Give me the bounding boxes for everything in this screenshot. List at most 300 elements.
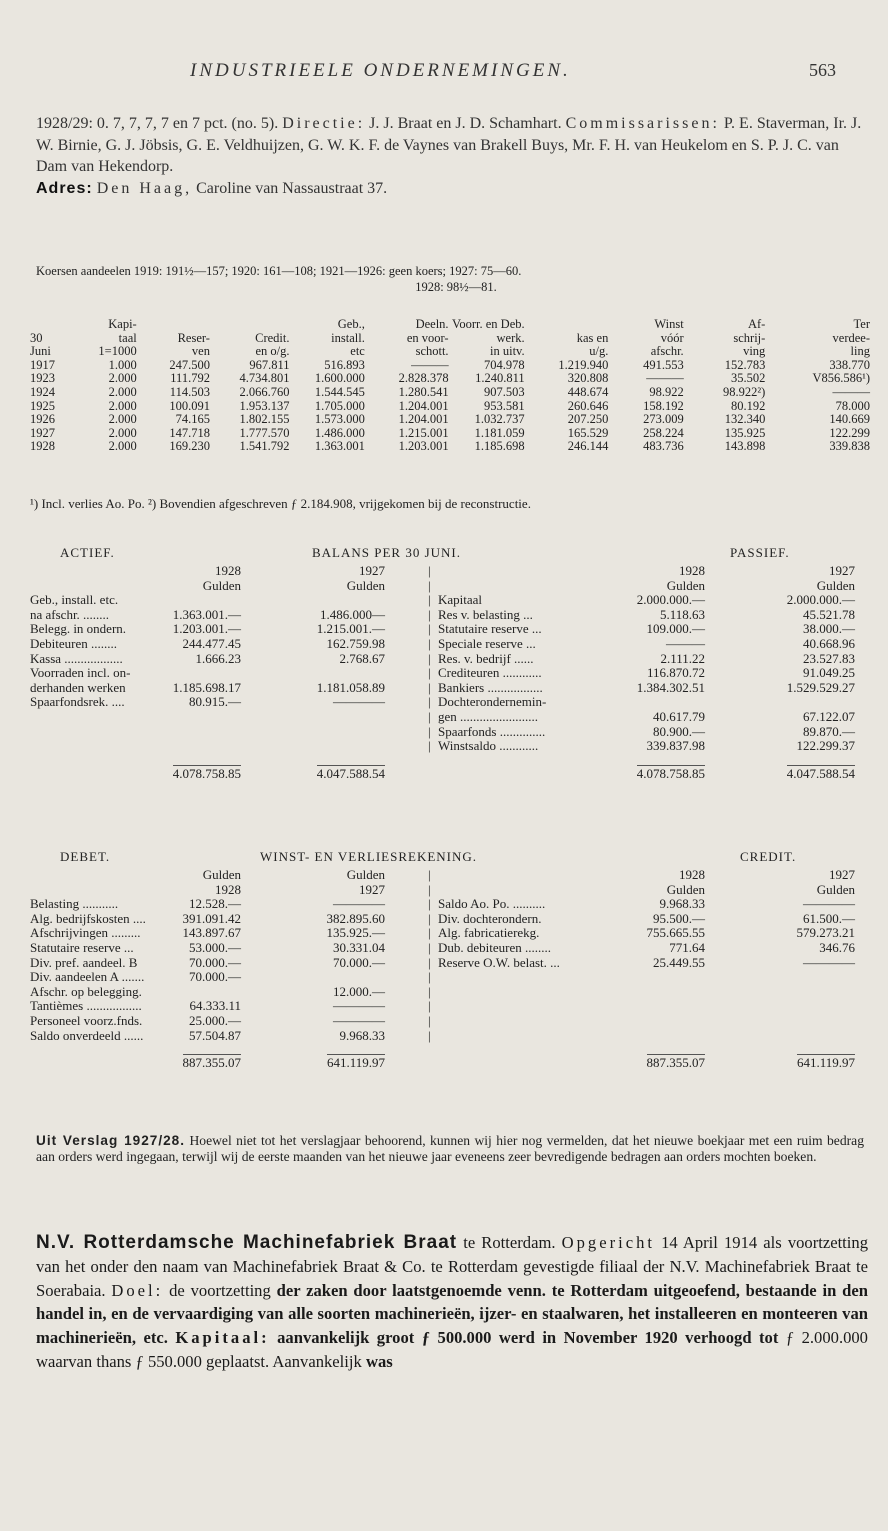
share-prices-line: 1928: 98½—81. [415, 280, 497, 294]
amount: 1928 [215, 881, 241, 897]
amount: 1928 [679, 563, 705, 578]
dividend-history: 1928/29: 0. 7, 7, 7, 7 en 7 pct. (no. 5). [36, 115, 279, 132]
kapitaal-text-2: ƒ 2.000.000 waarvan thans ƒ 550.000 geplaatst. Aanvankelijk [36, 1328, 868, 1371]
running-header [0, 60, 888, 88]
table-cell: 1.185.698 [474, 439, 525, 454]
amount: 25.000.— [189, 1012, 241, 1028]
amount: 162.759.98 [326, 635, 385, 651]
opgericht-label: Opgericht [561, 1233, 655, 1252]
amount: 755.665.55 [646, 925, 705, 941]
kapitaal-label: Kapitaal: [175, 1328, 270, 1348]
table-cell: 114.503 [169, 384, 210, 399]
table-cell: 1.544.545 [314, 384, 365, 399]
amount: Gulden [666, 881, 705, 897]
amount: 1927 [359, 881, 385, 897]
opgericht-text: 14 April 1914 als voortzetting van het onder den naam van Machinefabriek Braat & Co. te Rotterdam gevestigde filiaal der N.V. Machinefabriek Braat te Soerabaia. [36, 1233, 869, 1300]
balance-sheet-heading [30, 545, 855, 563]
doel-text-bold: der zaken door laatstgenoemde venn. te Rotterdam uitgeoefend, bestaande in den handel in, en de vervaardiging van alle soorten machinerieën, ijzer- en staalwaren, het installeeren en monteeren van machinerieën, etc. [36, 1280, 868, 1348]
account-row [30, 1013, 855, 1028]
total-amount: 4.078.758.85 [636, 765, 705, 781]
table-cell: 1.573.000 [314, 412, 365, 427]
account-row [30, 665, 855, 680]
table-cell: 2.066.760 [239, 384, 290, 399]
debet-title: DEBET. [60, 849, 111, 864]
account-label: Personeel voorz.fnds. [30, 1012, 143, 1028]
table-cell: 78.000 [835, 398, 870, 413]
table-cell: ling [850, 344, 870, 359]
amount: 579.273.21 [796, 925, 855, 941]
running-title: INDUSTRIEELE ONDERNEMINGEN. [190, 60, 571, 81]
credit-title: CREDIT. [740, 849, 797, 864]
amount: 1.181.058.89 [316, 679, 385, 695]
column-header-row [30, 882, 855, 897]
amount: 2.111.22 [660, 650, 705, 666]
table-cell: 4.734.801 [239, 371, 290, 386]
account-label: Div. dochterondern. [438, 910, 542, 926]
amount: ———— [803, 896, 855, 912]
table-cell: 1.600.000 [314, 371, 365, 386]
commissarissen-label: Commissarissen: [565, 115, 720, 132]
amount: 80.915.— [189, 694, 241, 710]
table-cell: 338.770 [829, 357, 870, 372]
account-label: Spaarfonds .............. [438, 723, 546, 739]
table-cell: 704.978 [484, 357, 525, 372]
account-label: Belegg. in ondern. [30, 621, 127, 637]
account-label: Crediteuren ............ [438, 665, 542, 681]
column-divider: | [428, 998, 431, 1014]
table-cell: 147.718 [169, 425, 210, 440]
year-cell: 1926 [30, 412, 55, 427]
table-cell: 953.581 [484, 398, 525, 413]
account-label: Statutaire reserve ... [30, 939, 134, 955]
table-cell: 2.000 [108, 371, 137, 386]
table-cell: 448.674 [567, 384, 609, 399]
amount: 1.486.000— [320, 606, 385, 622]
table-cell: ven [191, 344, 210, 359]
total-amount: 641.119.97 [326, 1055, 385, 1071]
table-cell: Ter [853, 317, 870, 331]
adres-city: Den Haag, [96, 179, 193, 197]
table-cell: Af- [747, 317, 766, 331]
balans-title: BALANS PER 30 JUNI. [312, 545, 462, 560]
totals-row [30, 765, 855, 780]
table-header-row [30, 345, 870, 359]
amount: 116.870.72 [646, 665, 705, 681]
passief-title: PASSIEF. [730, 545, 790, 560]
table-row [30, 413, 870, 427]
account-row [30, 896, 855, 911]
profit-loss-heading [30, 849, 855, 867]
table-cell: ving [743, 344, 766, 359]
amount: Gulden [346, 577, 385, 593]
table-cell [525, 318, 609, 332]
amount: 67.122.07 [803, 708, 855, 724]
amount: 70.000.— [189, 969, 241, 985]
table-cell: etc [350, 344, 365, 359]
amount: ——— [666, 635, 705, 651]
table-cell: en o/g. [255, 344, 290, 359]
column-divider: | [428, 969, 431, 985]
account-row [30, 998, 855, 1013]
amount: 2.000.000.— [786, 592, 855, 608]
table-cell: 2.828.378 [398, 371, 449, 386]
amount: Gulden [202, 577, 241, 593]
account-row [30, 592, 855, 607]
table-cell: ——— [646, 371, 684, 386]
table-cell: 260.646 [567, 398, 609, 413]
amount: 771.64 [669, 939, 705, 955]
amount: 1927 [359, 563, 385, 578]
amount: 391.091.42 [182, 910, 241, 926]
column-divider: | [428, 694, 431, 710]
amount: ———— [803, 954, 855, 970]
table-row [30, 440, 870, 454]
column-divider: | [428, 635, 431, 651]
column-divider: | [428, 983, 431, 999]
total-amount: 4.047.588.54 [316, 765, 385, 781]
account-label: Voorraden incl. on- [30, 665, 131, 681]
account-label: Statutaire reserve ... [438, 621, 542, 637]
profit-loss-grid [30, 867, 855, 1069]
account-row [30, 911, 855, 926]
account-label: Res. v. bedrijf ...... [438, 650, 534, 666]
table-cell: verdee- [832, 330, 870, 345]
column-divider: | [428, 679, 431, 695]
year-cell [30, 318, 74, 332]
amount: 25.449.55 [653, 954, 705, 970]
amount: Gulden [666, 577, 705, 593]
table-cell: 1.219.940 [558, 357, 609, 372]
amount: ———— [333, 694, 385, 710]
account-row [30, 636, 855, 651]
column-divider: | [428, 650, 431, 666]
account-row [30, 925, 855, 940]
amount: 5.118.63 [659, 606, 705, 622]
account-label: Reserve O.W. belast. ... [438, 954, 560, 970]
account-label: Tantièmes ................. [30, 998, 142, 1014]
column-divider: | [428, 939, 431, 955]
table-cell: kas en [576, 330, 609, 345]
account-label: Div. aandeelen A ....... [30, 969, 145, 985]
amount: Gulden [816, 881, 855, 897]
table-cell: 1.486.000 [314, 425, 365, 440]
table-cell: 247.500 [169, 357, 210, 372]
column-divider: | [428, 577, 431, 593]
table-cell [210, 318, 290, 332]
verslag-label: Uit Verslag 1927/28. [36, 1133, 186, 1148]
table-cell: Winst [654, 317, 684, 331]
account-label: Afschr. op belegging. [30, 983, 142, 999]
amount: 1.666.23 [195, 650, 241, 666]
account-row [30, 694, 855, 709]
amount: 95.500.— [653, 910, 705, 926]
amount: 9.968.33 [339, 1027, 385, 1043]
verslag-text: Hoewel niet tot het verslagjaar behoorend, kunnen wij hier nog vermelden, dat het nieuwe boekjaar met een ruim bedrag aan orders werd ingegaan, terwijl wij de eerste maanden van het nieuwe jaar eveneens zeer bevredigende bedragen aan orders mochten boeken. [36, 1133, 864, 1164]
table-cell: 1.032.737 [474, 412, 525, 427]
table-cell: vóór [660, 330, 684, 345]
amount: 1.203.001.— [172, 621, 241, 637]
amount: 2.000.000.— [636, 592, 705, 608]
account-label: Winstsaldo ............ [438, 738, 539, 754]
table-cell: 2.000 [108, 439, 137, 454]
table-cell: Geb., [337, 317, 365, 331]
column-divider: | [428, 621, 431, 637]
amount: 40.668.96 [803, 635, 855, 651]
amount: 45.521.78 [803, 606, 855, 622]
share-prices [36, 263, 876, 295]
account-label: Geb., install. etc. [30, 592, 119, 608]
account-row [30, 724, 855, 739]
profit-loss-account [30, 849, 855, 1069]
amount: ———— [333, 998, 385, 1014]
five-year-table [30, 318, 870, 454]
table-cell: 1.215.001 [398, 425, 449, 440]
amount: 9.968.33 [659, 896, 705, 912]
table-cell: 1.204.001 [398, 398, 449, 413]
account-label: Spaarfondsrek. .... [30, 694, 125, 710]
account-label: Bankiers ................. [438, 679, 543, 695]
table-cell: 122.299 [829, 425, 870, 440]
account-label: Div. pref. aandeel. B [30, 954, 138, 970]
account-label: Debiteuren ........ [30, 635, 118, 651]
column-divider: | [428, 1012, 431, 1028]
account-label: Speciale reserve ... [438, 635, 536, 651]
amount: 382.895.60 [326, 910, 385, 926]
table-cell: install. [331, 330, 365, 345]
table-cell: 1.181.059 [474, 425, 525, 440]
amount: 57.504.87 [189, 1027, 241, 1043]
year-cell: 1917 [30, 357, 55, 372]
amount: ———— [333, 896, 385, 912]
account-label: Afschrijvingen ......... [30, 925, 141, 941]
spacer [30, 1042, 855, 1054]
table-cell: ——— [832, 384, 870, 399]
total-amount: 887.355.07 [646, 1055, 705, 1071]
total-amount: 641.119.97 [796, 1055, 855, 1071]
account-label: derhanden werken [30, 679, 126, 695]
table-row [30, 427, 870, 441]
table-header-row [30, 318, 870, 332]
kapitaal-text: aanvankelijk groot ƒ 500.000 werd in November 1920 verhoogd tot [277, 1328, 779, 1348]
table-cell: 2.000 [108, 412, 137, 427]
table-cell: 140.669 [829, 412, 870, 427]
account-label: na afschr. ........ [30, 606, 110, 622]
table-cell: 1.705.000 [314, 398, 365, 413]
account-label: Saldo onverdeeld ...... [30, 1027, 144, 1043]
table-cell: 80.192 [730, 398, 766, 413]
table-cell: Credit. [255, 330, 290, 345]
amount: 1928 [679, 867, 705, 882]
amount: 1927 [829, 563, 855, 578]
year-cell: 1923 [30, 371, 55, 386]
table-cell: 152.783 [724, 357, 766, 372]
share-prices-line: Koersen aandeelen 1919: 191½—157; 1920: 161—108; 1921—1926: geen koers; 1927: 75—60. [36, 264, 522, 278]
table-cell: schrij- [733, 330, 766, 345]
table-cell: 491.553 [643, 357, 684, 372]
table-row [30, 372, 870, 386]
account-row [30, 984, 855, 999]
year-cell: 1927 [30, 425, 55, 440]
amount: 1.363.001.— [172, 606, 241, 622]
amount: 30.331.04 [333, 939, 385, 955]
table-cell: 1.363.001 [314, 439, 365, 454]
table-cell: 100.091 [169, 398, 210, 413]
table-cell: 98.922²) [723, 384, 766, 399]
amount: 339.837.98 [646, 738, 705, 754]
table-row [30, 400, 870, 414]
amount: Gulden [346, 867, 385, 882]
table-cell: 74.165 [175, 412, 210, 427]
column-header-row [30, 578, 855, 593]
table-cell: 1.953.137 [239, 398, 290, 413]
table-cell: werk. [496, 330, 525, 345]
table-cell: 907.503 [484, 384, 525, 399]
company-name: N.V. Rotterdamsche Machinefabriek Braat [36, 1232, 458, 1253]
table-cell: 339.838 [829, 439, 870, 454]
account-label: Belasting ........... [30, 896, 119, 912]
amount: 70.000.— [189, 954, 241, 970]
amount: 143.897.67 [182, 925, 241, 941]
page-number: 563 [809, 60, 836, 80]
column-divider: | [428, 738, 431, 754]
amount: 12.528.— [189, 896, 241, 912]
table-cell: 273.009 [643, 412, 684, 427]
total-amount: 4.047.588.54 [786, 765, 855, 781]
table-cell: 483.736 [643, 439, 684, 454]
table-cell: in uitv. [490, 344, 525, 359]
column-header-row [30, 563, 855, 578]
account-row [30, 607, 855, 622]
table-cell: 967.811 [249, 357, 290, 372]
year-cell: 1928 [30, 439, 55, 454]
table-row [30, 386, 870, 400]
directie-text: J. J. Braat en J. D. Schamhart. [369, 115, 562, 132]
balance-sheet-grid [30, 563, 855, 779]
table-cell: V856.586¹) [812, 371, 870, 386]
column-divider: | [428, 896, 431, 912]
amount: 53.000.— [189, 939, 241, 955]
table-cell: 1.204.001 [398, 412, 449, 427]
table-cell: Reser- [177, 330, 210, 345]
year-cell: 1924 [30, 384, 55, 399]
table-cell: 2.000 [108, 398, 137, 413]
table-row [30, 359, 870, 373]
total-amount: 887.355.07 [182, 1055, 241, 1071]
account-row [30, 940, 855, 955]
column-divider: | [428, 1027, 431, 1043]
table-cell: 1.240.811 [475, 371, 525, 386]
amount: 1.384.302.51 [636, 679, 705, 695]
kapitaal-text-3: was [365, 1351, 393, 1371]
amount: 61.500.— [803, 910, 855, 926]
column-divider: | [428, 925, 431, 941]
column-divider: | [428, 867, 431, 882]
totals-row [30, 1054, 855, 1069]
table-cell: 98.922 [649, 384, 684, 399]
doel-text: de voortzetting [169, 1280, 271, 1300]
account-label: Kapitaal [438, 592, 483, 608]
amount: 23.527.83 [803, 650, 855, 666]
column-divider: | [428, 563, 431, 578]
table-cell: Voorr. en Deb. [451, 317, 525, 331]
amount: 1.529.529.27 [786, 679, 855, 695]
account-row [30, 738, 855, 753]
column-divider: | [428, 723, 431, 739]
table-cell: 132.340 [724, 412, 766, 427]
table-cell: ——— [411, 357, 449, 372]
column-header-row [30, 867, 855, 882]
table-cell: 246.144 [567, 439, 609, 454]
account-row [30, 621, 855, 636]
table-cell: 1.000 [108, 357, 137, 372]
account-row [30, 969, 855, 984]
amount: 346.76 [819, 939, 855, 955]
directie-label: Directie: [282, 115, 366, 132]
account-label: Dochterondernemin- [438, 694, 547, 710]
table-cell: 169.230 [169, 439, 210, 454]
table-cell: afschr. [650, 344, 684, 359]
year-cell: Juni [30, 344, 51, 359]
company-entry [36, 1231, 868, 1374]
table-cell: 2.000 [108, 384, 137, 399]
amount: 1927 [829, 867, 855, 882]
balance-sheet [30, 545, 855, 779]
amount: 12.000.— [333, 983, 385, 999]
amount: 70.000.— [333, 954, 385, 970]
table-cell: 1=1000 [98, 344, 137, 359]
table-cell: 165.529 [567, 425, 609, 440]
amount: 1928 [215, 563, 241, 578]
table-cell: Deeln. [415, 317, 449, 331]
table-cell: 1.777.570 [239, 425, 290, 440]
table-header-row [30, 332, 870, 346]
amount: ———— [333, 1012, 385, 1028]
table-cell: 35.502 [730, 371, 766, 386]
annual-report-excerpt [36, 1133, 864, 1164]
adres-street: Caroline van Nassaustraat 37. [196, 179, 388, 197]
company-intro [36, 113, 866, 199]
amount: 64.333.11 [189, 998, 241, 1014]
table-cell: 143.898 [724, 439, 766, 454]
doel-label: Doel: [111, 1280, 164, 1300]
account-label: gen ........................ [438, 708, 539, 724]
table-cell: 516.893 [324, 357, 365, 372]
account-label: Alg. fabricatierekg. [438, 925, 540, 941]
winst-title: WINST- EN VERLIESREKENING. [260, 849, 478, 864]
amount: 2.768.67 [339, 650, 385, 666]
amount: 80.900.— [653, 723, 705, 739]
table-cell: 1.541.792 [239, 439, 290, 454]
amount: 244.477.45 [182, 635, 241, 651]
column-divider: | [428, 881, 431, 897]
table-cell: 207.250 [567, 412, 609, 427]
total-amount: 4.078.758.85 [172, 765, 241, 781]
year-cell: 30 [30, 330, 43, 345]
account-label: Res v. belasting ... [438, 606, 533, 622]
amount: 109.000.— [646, 621, 705, 637]
column-divider: | [428, 954, 431, 970]
adres-label: Adres: [36, 179, 93, 197]
amount: 38.000.— [803, 621, 855, 637]
table-cell: 135.925 [724, 425, 766, 440]
column-divider: | [428, 910, 431, 926]
table-cell: Kapi- [108, 317, 137, 331]
column-divider: | [428, 606, 431, 622]
table-cell: 2.000 [108, 425, 137, 440]
intro-paragraph [36, 113, 866, 178]
table-cell: 320.808 [567, 371, 609, 386]
year-cell: 1925 [30, 398, 55, 413]
